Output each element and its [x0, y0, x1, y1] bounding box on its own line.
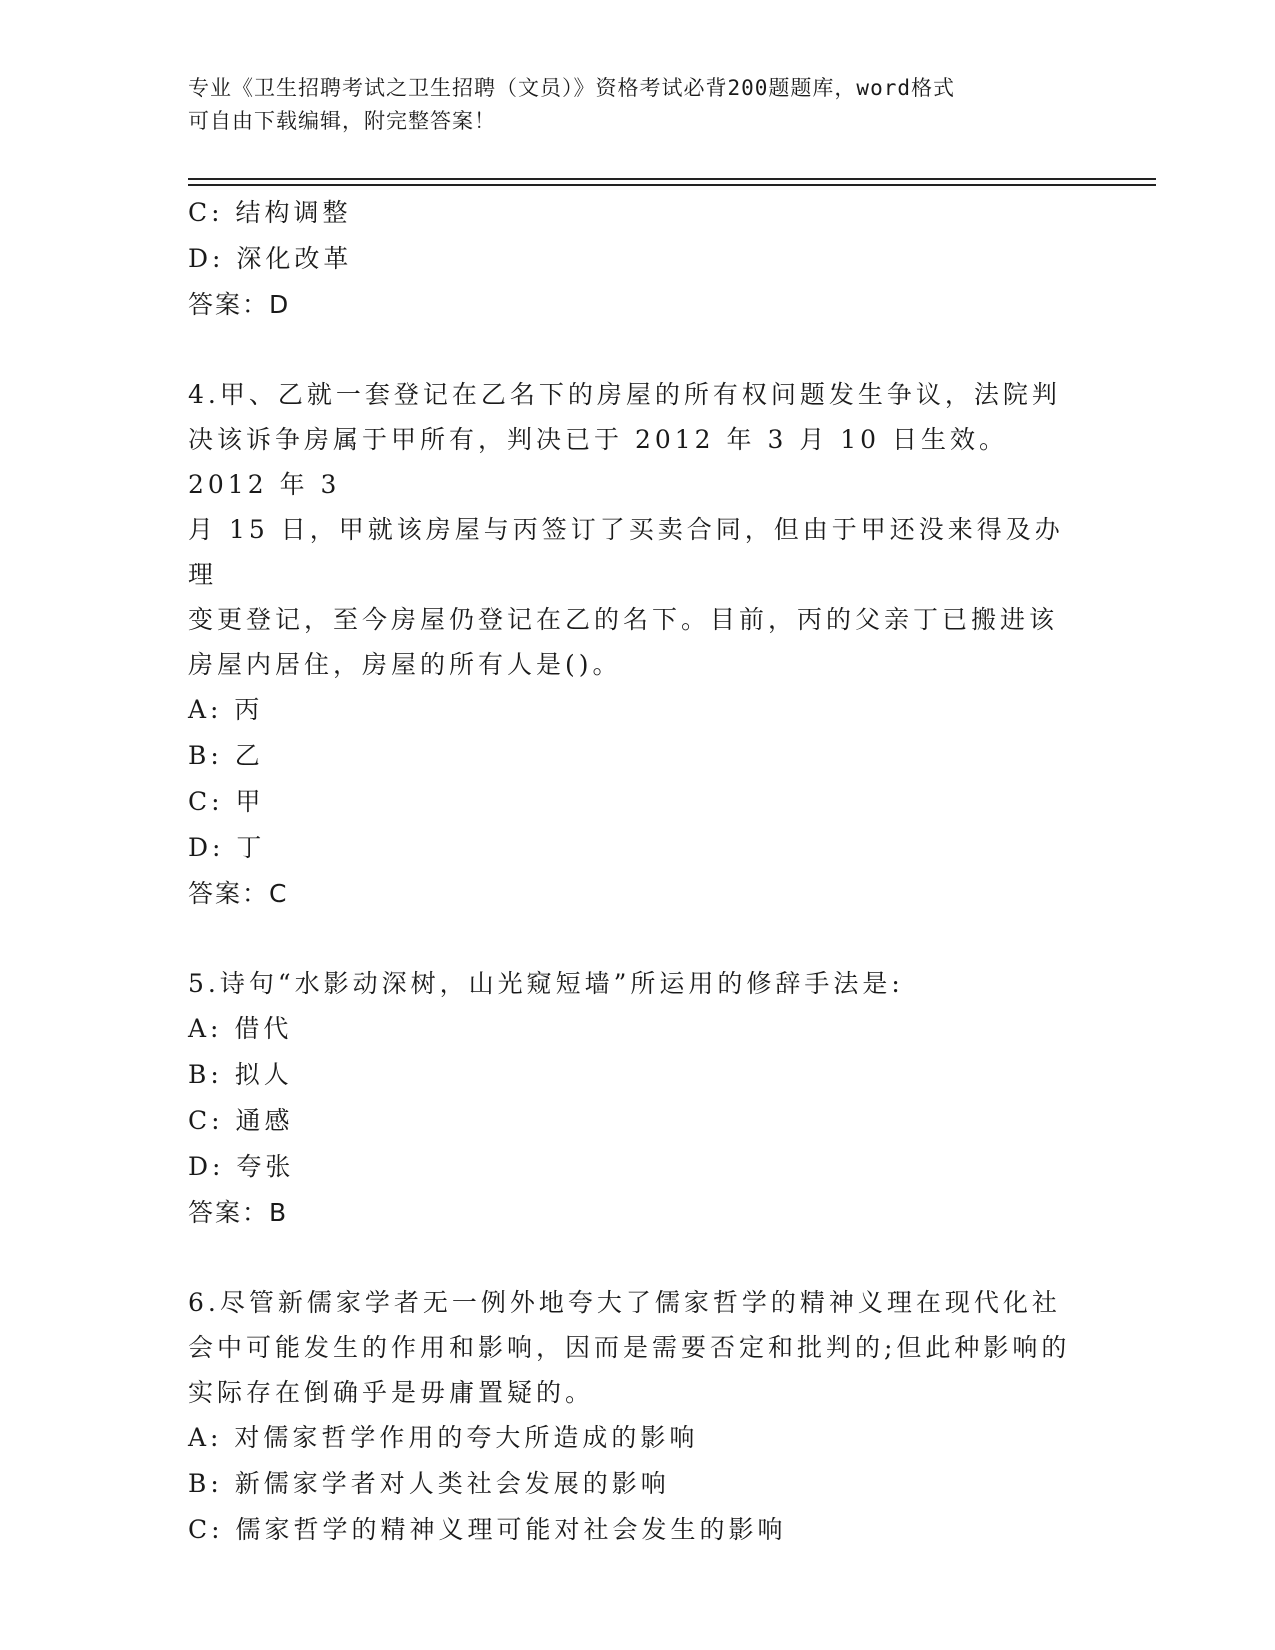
q4-option-b: B: 乙	[188, 741, 264, 770]
document-body	[188, 190, 1078, 1553]
q5-option-d: D: 夸张	[188, 1152, 295, 1181]
question-4	[188, 372, 1078, 917]
q4-answer: 答案：C	[188, 879, 289, 908]
q6-stem-line-3: 实际存在倒确乎是毋庸置疑的。	[188, 1378, 595, 1407]
q3-answer: 答案：D	[188, 290, 291, 319]
q4-stem-line-5: 房屋内居住，房屋的所有人是()。	[188, 650, 622, 679]
q6-stem-line-2: 会中可能发生的作用和影响，因而是需要否定和批判的;但此种影响的	[188, 1333, 1071, 1362]
q5-stem: 5.诗句“水影动深树，山光窥短墙”所运用的修辞手法是:	[188, 969, 904, 998]
q6-stem-line-1: 6.尽管新儒家学者无一例外地夸大了儒家哲学的精神义理在现代化社	[188, 1288, 1061, 1317]
q4-option-d: D: 丁	[188, 833, 266, 862]
q3-option-d: D: 深化改革	[188, 244, 353, 273]
q6-option-a: A: 对儒家哲学作用的夸大所造成的影响	[188, 1423, 699, 1452]
q4-stem-line-4: 变更登记，至今房屋仍登记在乙的名下。目前，丙的父亲丁已搬进该	[188, 605, 1059, 634]
page-header: 专业《卫生招聘考试之卫生招聘（文员）》资格考试必背200题题库，word格式 可自由下载编辑，附完整答案！	[188, 76, 955, 133]
question-6	[188, 1280, 1078, 1553]
q4-option-a: A: 丙	[188, 695, 264, 724]
q5-option-c: C: 通感	[188, 1106, 294, 1135]
q5-option-b: B: 拟人	[188, 1060, 293, 1089]
q5-option-a: A: 借代	[188, 1014, 293, 1043]
q3-option-c: C: 结构调整	[188, 198, 352, 227]
q4-stem-line-3: 月 15 日，甲就该房屋与丙签订了买卖合同，但由于甲还没来得及办理	[188, 515, 1064, 589]
question-5	[188, 961, 1078, 1236]
q4-option-c: C: 甲	[188, 787, 265, 816]
q4-stem-line-2: 决该诉争房属于甲所有，判决已于 2012 年 3 月 10 日生效。2012 年 3	[188, 425, 1009, 499]
q4-stem-line-1: 4.甲、乙就一套登记在乙名下的房屋的所有权问题发生争议，法院判	[188, 380, 1061, 409]
header-rule-top	[188, 178, 1156, 180]
header-rule-bottom	[188, 184, 1156, 186]
q6-option-b: B: 新儒家学者对人类社会发展的影响	[188, 1469, 670, 1498]
q5-answer: 答案：B	[188, 1198, 289, 1227]
q6-option-c: C: 儒家哲学的精神义理可能对社会发生的影响	[188, 1515, 787, 1544]
